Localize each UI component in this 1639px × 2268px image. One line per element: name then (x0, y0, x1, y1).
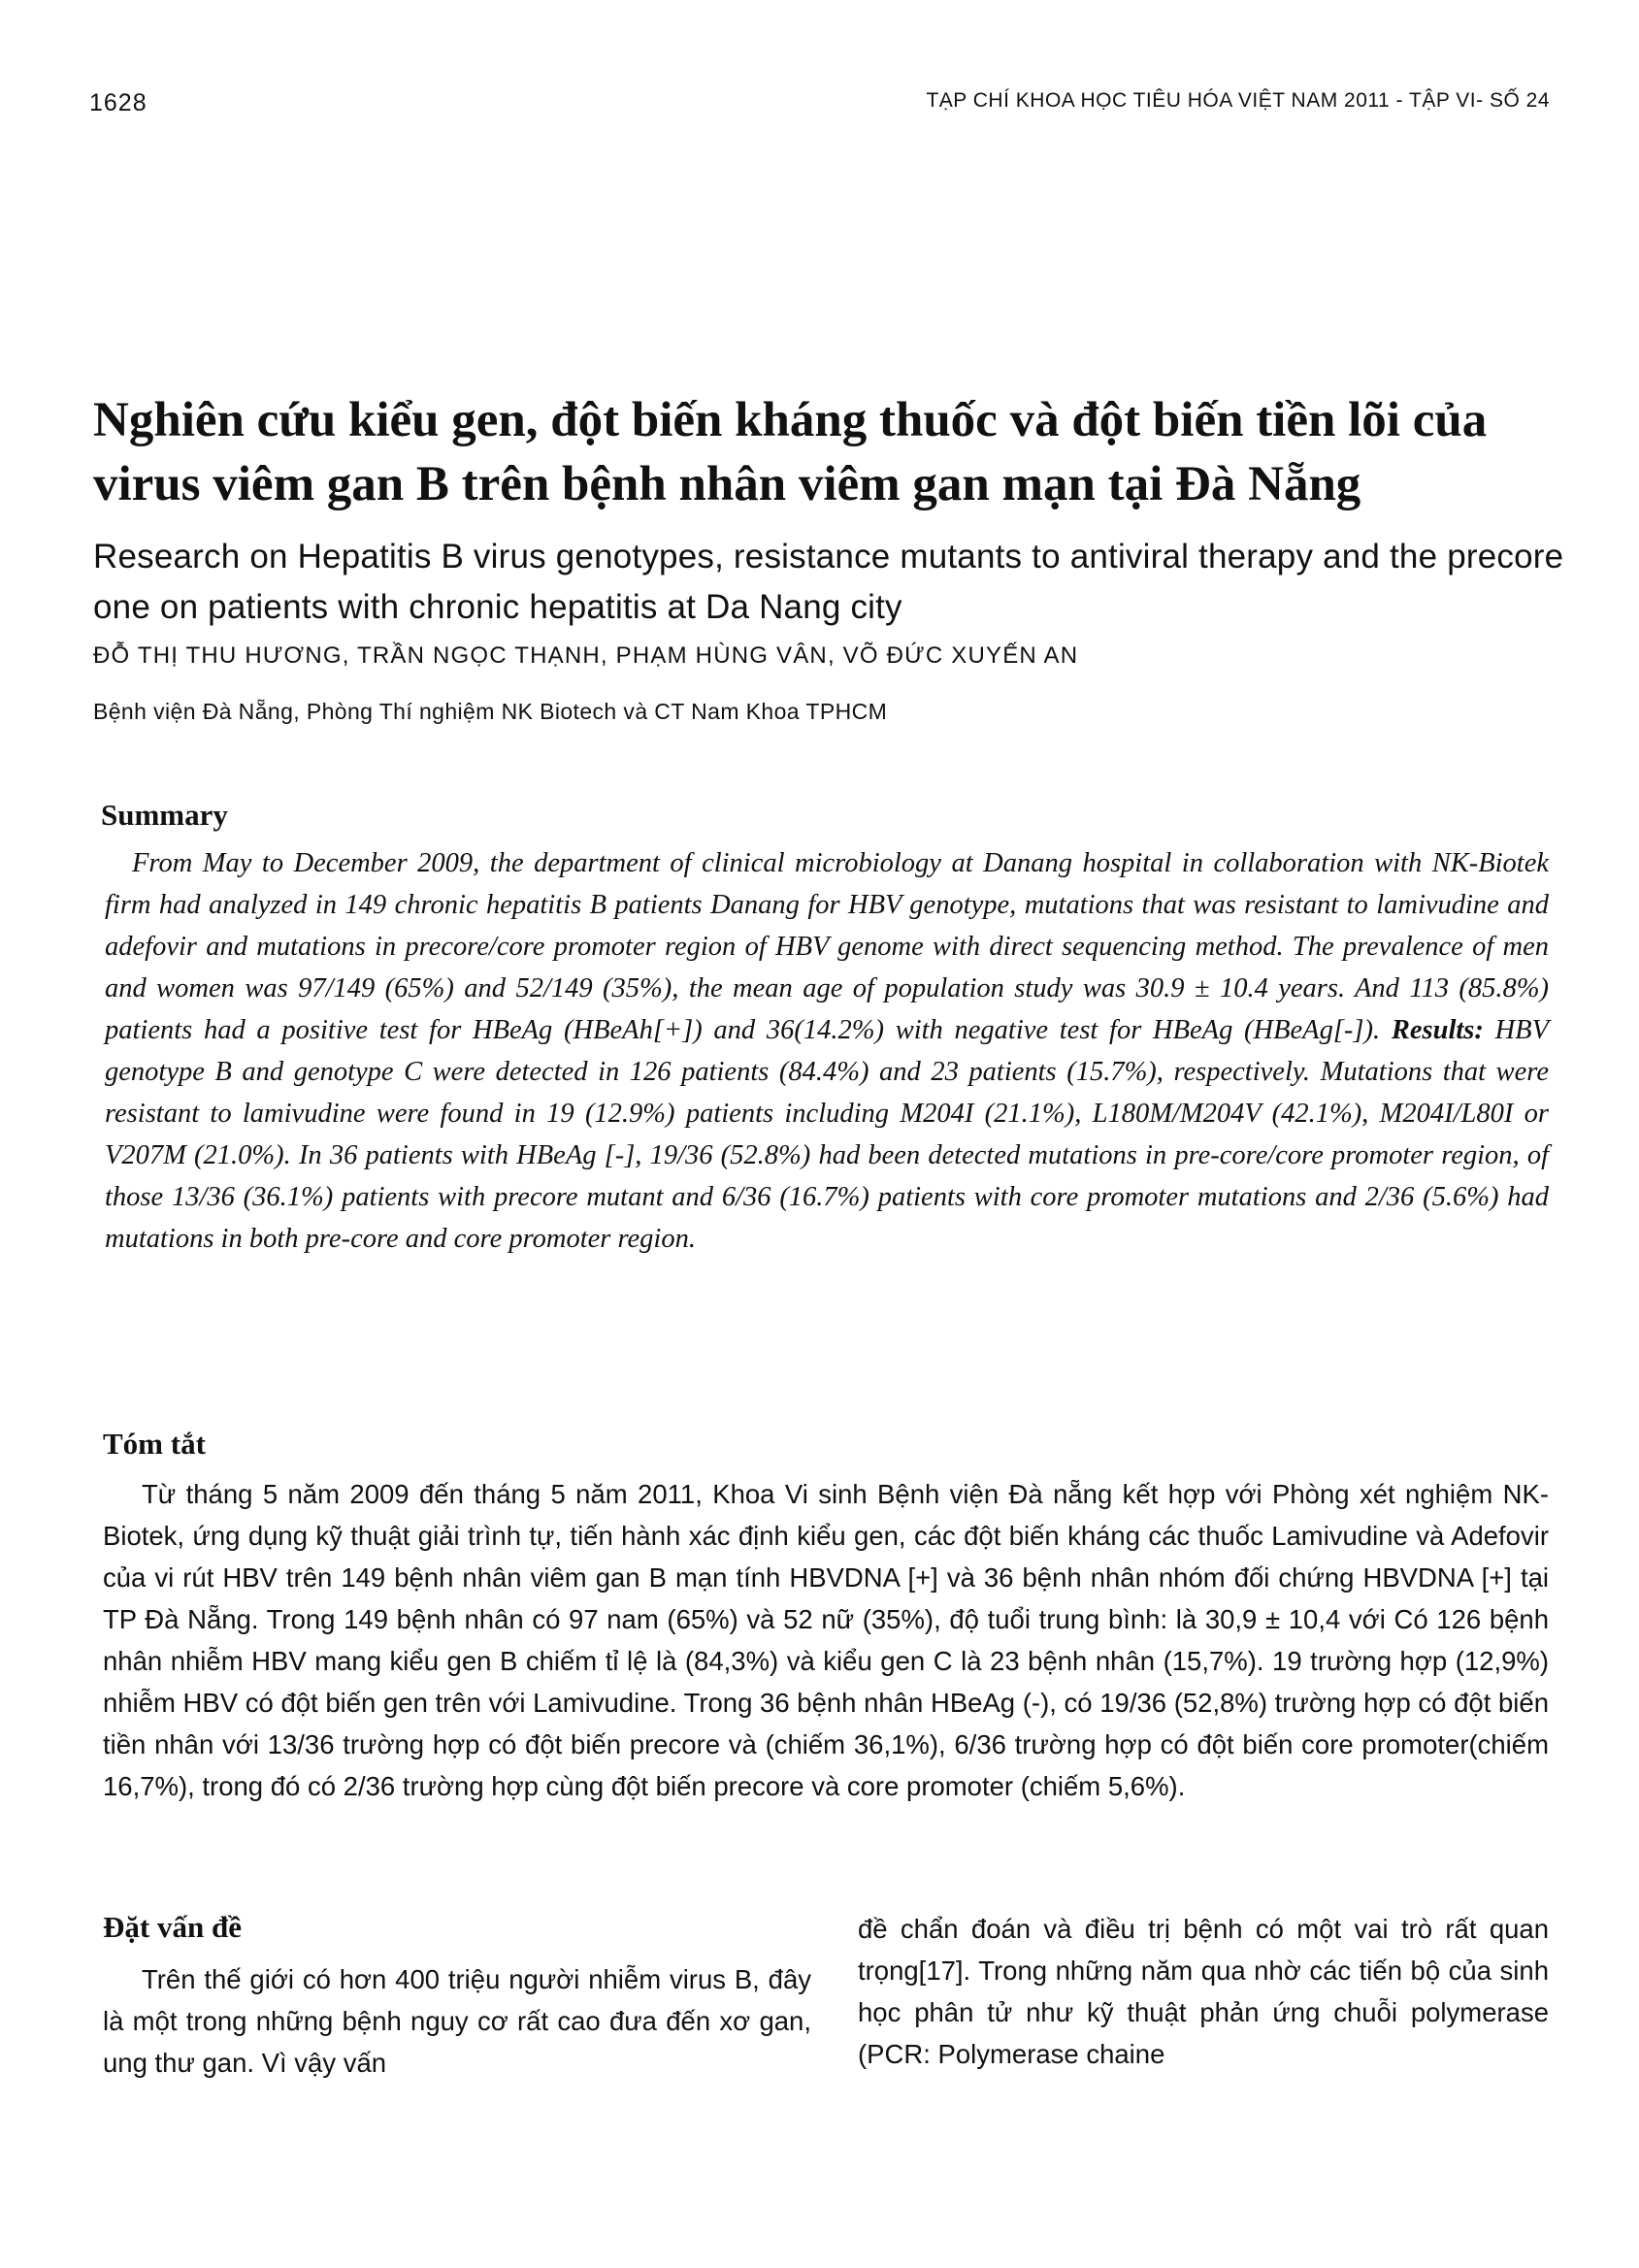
intro-right-paragraph: đề chẩn đoán và điều trị bệnh có một vai trò rất quan trọng[17]. Trong những năm qua nhờ các tiến bộ của sinh học phân tử như kỹ thuật phản ứng chuỗi polymerase (PCR: Polymerase chaine (858, 1914, 1549, 2069)
tomtat-paragraph: Từ tháng 5 năm 2009 đến tháng 5 năm 2011, Khoa Vi sinh Bệnh viện Đà nẵng kết hợp với Phòng xét nghiệm NK-Biotek, ứng dụng kỹ thuật giải trình tự, tiến hành xác định kiểu gen, các đột biến kháng các thuốc Lamivudine và Adefovir của vi rút HBV trên 149 bệnh nhân viêm gan B mạn tính HBVDNA [+] và 36 bệnh nhân nhóm đối chứng HBVDNA [+] tại TP Đà Nẵng. Trong 149 bệnh nhân có 97 nam (65%) và 52 nữ (35%), độ tuổi trung bình: là 30,9 ± 10,4 với Có 126 bệnh nhân nhiễm HBV mang kiểu gen B chiếm tỉ lệ là (84,3%) và kiểu gen C là 23 bệnh nhân (15,7%). 19 trường hợp (12,9%) nhiễm HBV có đột biến gen trên với Lamivudine. Trong 36 bệnh nhân HBeAg (-), có 19/36 (52,8%) trường hợp có đột biến tiền nhân với 13/36 trường hợp có đột biến precore và (chiếm 36,1%), 6/36 trường hợp có đột biến core promoter(chiếm 16,7%), trong đó có 2/36 trường hợp cùng đột biến precore và core promoter (chiếm 5,6%). (103, 1479, 1549, 1801)
summary-paragraph (105, 842, 1549, 1260)
article-title-english: Research on Hepatitis B virus genotypes, resistance mutants to antiviral therapy and the precore one on patients with chronic hepatitis at Da Nang city (93, 538, 1564, 626)
intro-left-column (103, 1910, 811, 2084)
summary-text-part2: HBV genotype B and genotype C were detected in 126 patients (84.4%) and 23 patients (15.7%), respectively. Mutations that were resistant to lamivudine were found in 19 (12.9%) patients including M204I (21.1%), L180M/M204V (42.1%), M204I/L80I or V207M (21.0%). In 36 patients with HBeAg [-], 19/36 (52.8%) had been detected mutations in pre-core/core promoter region, of those 13/36 (36.1%) patients with precore mutant and 6/36 (16.7%) patients with core promoter mutations and 2/36 (5.6%) had mutations in both pre-core and core promoter region. (105, 1015, 1550, 1254)
intro-left-paragraph: Trên thế giới có hơn 400 triệu người nhiễm virus B, đây là một trong những bệnh nguy cơ rất cao đưa đến xơ gan, ung thư gan. Vì vậy vấn (103, 1964, 811, 2078)
article-title-vietnamese: Nghiên cứu kiểu gen, đột biến kháng thuốc và đột biến tiền lõi của virus viêm gan B trên bệnh nhân viêm gan mạn tại Đà Nẵng (93, 393, 1488, 511)
page-number: 1628 (89, 89, 148, 116)
results-label: Results: (1391, 1015, 1484, 1045)
summary-text-part1: From May to December 2009, the department of clinical microbiology at Danang hospital in collaboration with NK-Biotek firm had analyzed in 149 chronic hepatitis B patients Danang for HBV genotype, mutations that was resistant to lamivudine and adefovir and mutations in precore/core promoter region of HBV genome with direct sequencing method. The prevalence of men and women was 97/149 (65%) and 52/149 (35%), the mean age of population study was 30.9 ± 10.4 years. And 113 (85.8%) patients had a positive test for HBeAg (HBeAh[+]) and 36(14.2%) with negative test for HBeAg (HBeAg[-]). (105, 848, 1549, 1045)
author-affiliation: Bệnh viện Đà Nẵng, Phòng Thí nghiệm NK Biotech và CT Nam Khoa TPHCM (93, 699, 888, 724)
journal-name: TẠP CHÍ KHOA HỌC TIÊU HÓA VIỆT NAM 2011 - TẬP VI- SỐ 24 (926, 89, 1550, 112)
intro-heading: Đặt vấn đề (103, 1910, 242, 1944)
author-list: ĐỖ THỊ THU HƯƠNG, TRẦN NGỌC THẠNH, PHẠM HÙNG VÂN, VÕ ĐỨC XUYẾN AN (93, 642, 1079, 669)
running-header (89, 89, 1550, 128)
tomtat-heading: Tóm tắt (103, 1427, 206, 1461)
summary-heading: Summary (101, 798, 228, 832)
